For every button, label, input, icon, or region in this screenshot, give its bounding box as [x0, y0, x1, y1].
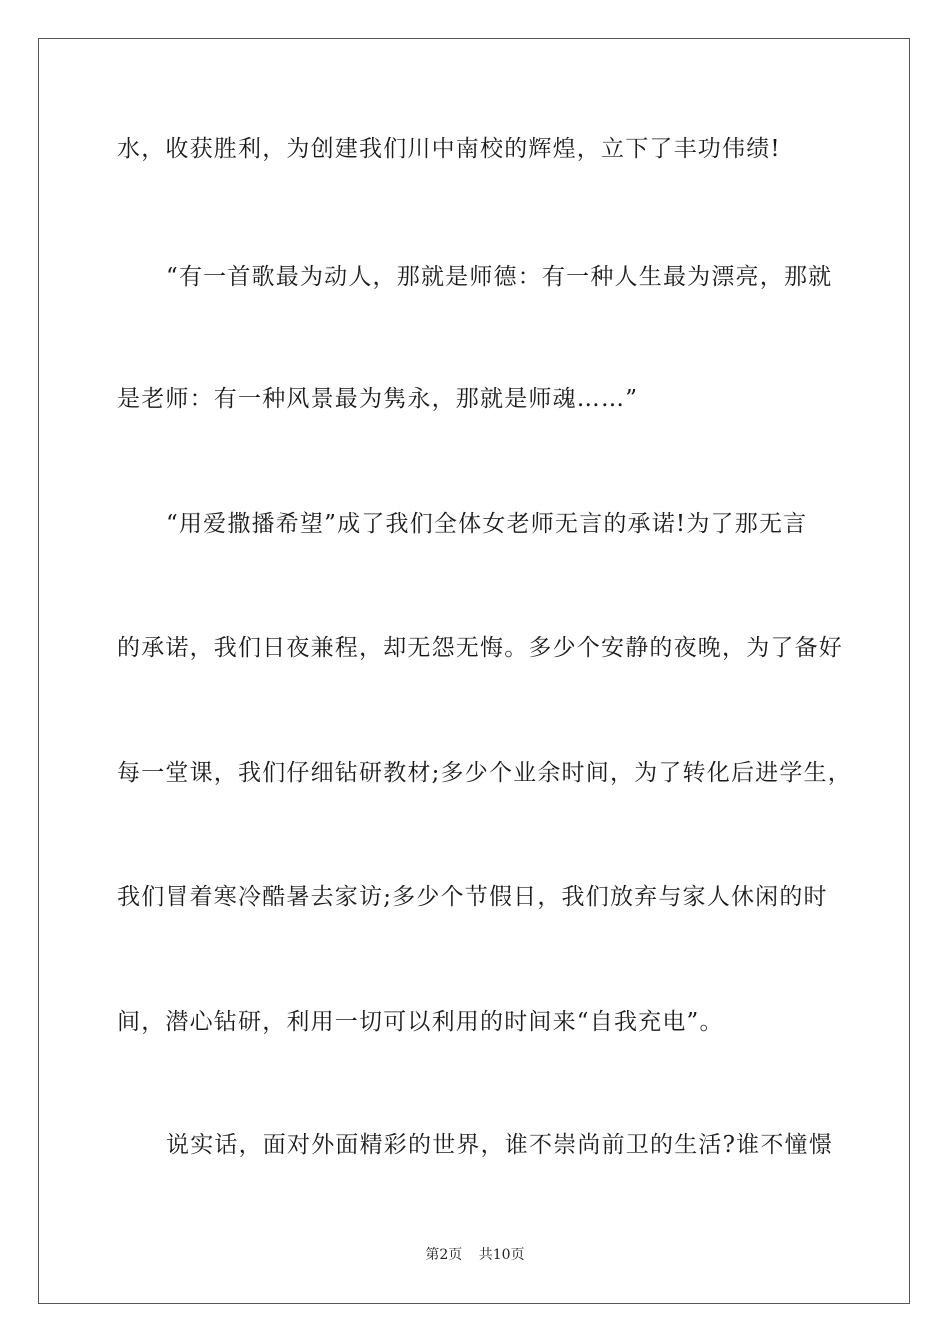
page-footer	[0, 1246, 950, 1264]
page-total: 共10页	[478, 1247, 525, 1263]
text-line-5: 的承诺，我们日夜兼程，却无怨无悔。多少个安静的夜晚，为了备好	[117, 635, 843, 661]
text-line-9: 说实话，面对外面精彩的世界，谁不崇尚前卫的生活?谁不憧憬	[166, 1132, 833, 1158]
page-border	[38, 38, 910, 1304]
text-line-2: “有一首歌最为动人，那就是师德：有一种人生最为漂亮，那就	[166, 264, 833, 290]
text-line-3: 是老师：有一种风景最为隽永，那就是师魂……”	[117, 386, 639, 412]
page-number: 第2页	[425, 1247, 463, 1263]
text-line-1: 水，收获胜利，为创建我们川中南校的辉煌，立下了丰功伟绩!	[117, 136, 781, 162]
text-line-6: 每一堂课，我们仔细钻研教材;多少个业余时间，为了转化后进学生，	[117, 760, 852, 786]
text-line-8: 间，潜心钻研，利用一切可以利用的时间来“自我充电”。	[117, 1009, 724, 1035]
text-line-4: “用爱撒播希望”成了我们全体女老师无言的承诺!为了那无言	[166, 511, 808, 537]
text-line-7: 我们冒着寒冷酷暑去家访;多少个节假日，我们放弃与家人休闲的时	[117, 884, 828, 910]
